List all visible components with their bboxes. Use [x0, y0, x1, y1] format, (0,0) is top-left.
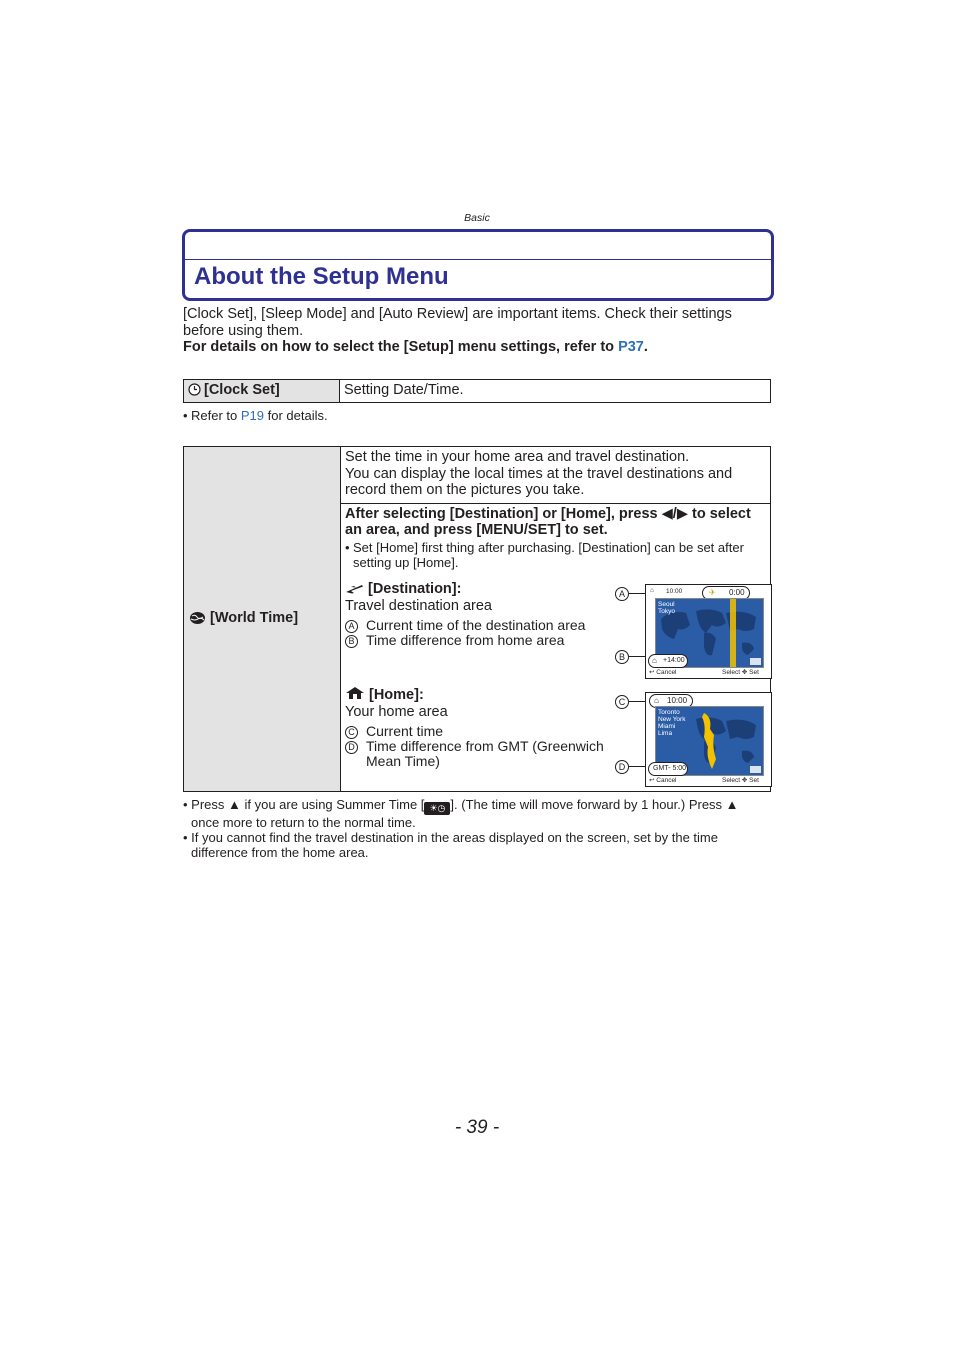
- home-block: [345, 686, 615, 769]
- world-desc-line-2: You can display the local times at the travel destinations and: [345, 465, 733, 482]
- clock-set-table: [183, 379, 771, 403]
- home-heading-row: [345, 686, 615, 704]
- section-label: Basic: [464, 212, 490, 224]
- footnote-1-a: Press ▲ if you are using Summer Time [: [191, 797, 425, 812]
- footnote-2-b: difference from the home area.: [191, 845, 369, 860]
- globe-icon: [189, 611, 206, 629]
- home-city-0: Toronto: [658, 709, 680, 716]
- clock-set-desc-cell: [340, 380, 771, 403]
- dest-cancel-label: Cancel: [656, 669, 677, 676]
- home-city-3: Lima: [658, 730, 673, 737]
- footnote-1-c: once more to return to the normal time.: [191, 815, 416, 830]
- world-time-desc-cell: [341, 447, 771, 504]
- clock-note-end: for details.: [264, 408, 328, 423]
- dest-screen-diff: +14:00: [663, 657, 685, 664]
- marker-d: D: [345, 741, 358, 754]
- intro-bold-end: .: [643, 339, 648, 355]
- footnotes: [183, 797, 773, 860]
- link-p19[interactable]: P19: [240, 408, 264, 423]
- home-cancel-label: Cancel: [656, 777, 677, 784]
- home-screen-select: Select ✥ Set: [722, 777, 759, 784]
- instr-note-2: setting up [Home].: [353, 555, 459, 570]
- home-screen-house-icon: ⌂: [654, 696, 659, 705]
- dest-screen-airplane-icon: ✈: [709, 588, 716, 597]
- world-time-detail-cell: [341, 504, 771, 792]
- footnote-2: • If you cannot find the travel destination in the areas displayed on the screen, set by the time difference from the home area.: [183, 830, 718, 860]
- world-time-label: [World Time]: [210, 609, 299, 626]
- world-instruction: [345, 506, 775, 538]
- destination-items: [345, 618, 615, 648]
- intro-bold-line: [183, 339, 773, 356]
- destination-block: [345, 581, 615, 648]
- callout-a: A: [615, 587, 629, 601]
- dest-city-0: Seoul: [658, 601, 675, 608]
- title-rule: [185, 259, 771, 260]
- airplane-icon: [345, 582, 364, 598]
- dest-screen-diff-pill: [648, 654, 688, 668]
- home-select-label: Select: [722, 777, 741, 784]
- page-number: - 39 -: [454, 1117, 500, 1138]
- dest-screen-select: Select ✥ Set: [722, 669, 759, 676]
- clock-set-label-cell: [184, 380, 340, 403]
- destination-screen: [645, 584, 772, 679]
- home-screen-cancel: ↩ Cancel: [649, 777, 677, 784]
- summer-time-icon: ☀◷: [424, 802, 450, 815]
- destination-item-b: Time difference from home area: [366, 632, 565, 648]
- home-screen-time: 10:00: [667, 696, 688, 705]
- footnote-2-a: If you cannot find the travel destination in the areas displayed on the screen, set by the time: [191, 830, 718, 845]
- home-item-c: Current time: [366, 723, 444, 739]
- home-city-2: Miami: [658, 723, 676, 730]
- home-city-1: New York: [658, 716, 686, 723]
- home-heading: [Home]:: [369, 687, 424, 703]
- dest-screen-time: 10:00: [666, 588, 683, 595]
- instr-line-2: an area, and press [MENU/SET] to set.: [345, 522, 608, 538]
- home-items: [345, 724, 615, 769]
- home-item-d-2: Mean Time): [366, 753, 440, 769]
- home-screen: [645, 692, 772, 787]
- instr-note: • Set [Home] first thing after purchasing. [Destination] can be set after setting up [Home].: [345, 540, 775, 570]
- link-p37[interactable]: P37: [618, 339, 644, 355]
- instr-line-1: After selecting [Destination] or [Home], press ◀/▶ to select: [345, 506, 751, 522]
- intro-line-2: before using them.: [183, 322, 304, 339]
- footnote-1: • Press ▲ if you are using Summer Time [ ☀◷ ]. (The time will move forward by 1 hour.) Press ▲ once more to return to the normal time.: [183, 797, 739, 830]
- home-item-d-1: Time difference from GMT (Greenwich: [366, 738, 604, 754]
- intro-paragraph: [183, 306, 773, 356]
- world-desc-line-1: Set the time in your home area and travel destination.: [345, 449, 690, 465]
- clock-set-note: • Refer to P19 for details.: [183, 408, 328, 423]
- home-screen-diff-pill: [648, 762, 688, 776]
- destination-subtitle: Travel destination area: [345, 598, 492, 614]
- clock-note-text: Refer to: [191, 408, 241, 423]
- home-subtitle: Your home area: [345, 704, 448, 720]
- home-screen-dst-icon: [750, 766, 761, 773]
- world-desc-line-3: record them on the pictures you take.: [345, 482, 585, 498]
- dest-screen-cancel: ↩ Cancel: [649, 669, 677, 676]
- dest-screen-dest-time: 0:00: [729, 588, 745, 597]
- callout-d: D: [615, 760, 629, 774]
- world-time-label-cell: [184, 447, 341, 792]
- footnote-1-b: ]. (The time will move forward by 1 hour.) Press ▲: [450, 797, 739, 812]
- dest-select-label: Select: [722, 669, 741, 676]
- callout-b: B: [615, 650, 629, 664]
- clock-icon: [188, 383, 201, 400]
- marker-c: C: [345, 726, 358, 739]
- intro-line-1: [Clock Set], [Sleep Mode] and [Auto Review] are important items. Check their settings: [183, 306, 732, 322]
- title-box: [182, 229, 774, 301]
- dest-city-1: Tokyo: [658, 608, 675, 615]
- marker-a: A: [345, 620, 358, 633]
- dest-screen-dst-icon: [750, 658, 761, 665]
- world-time-table: [183, 446, 771, 792]
- clock-set-description: Setting Date/Time.: [344, 382, 464, 398]
- house-icon: [345, 686, 365, 704]
- instr-note-1: Set [Home] first thing after purchasing. [Destination] can be set after: [353, 540, 744, 555]
- home-set-label: Set: [749, 777, 759, 784]
- intro-bold-text: For details on how to select the [Setup] menu settings, refer to: [183, 339, 619, 355]
- home-screen-diff: GMT- 5:00: [653, 765, 687, 772]
- marker-b: B: [345, 635, 358, 648]
- dest-screen-house-icon: ⌂: [650, 587, 654, 594]
- clock-set-label: [Clock Set]: [204, 382, 280, 398]
- dest-screen-diff-house-icon: ⌂: [652, 656, 657, 665]
- destination-heading: [Destination]:: [368, 581, 462, 597]
- page-title: About the Setup Menu: [194, 263, 449, 290]
- dest-set-label: Set: [749, 669, 759, 676]
- destination-heading-row: [345, 581, 615, 598]
- destination-item-a: Current time of the destination area: [366, 617, 586, 633]
- callout-c: C: [615, 695, 629, 709]
